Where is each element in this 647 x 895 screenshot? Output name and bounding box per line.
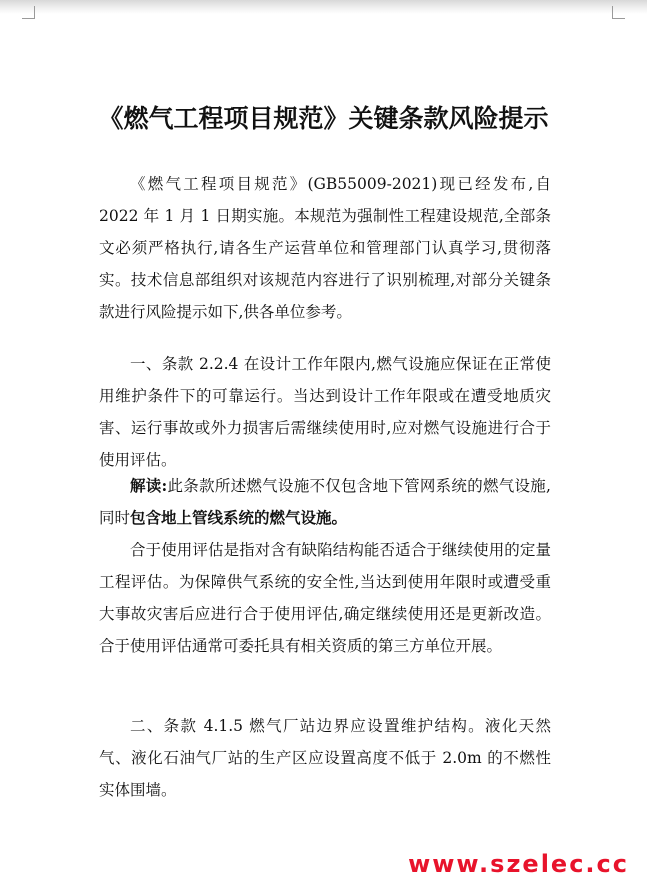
reading-label: 解读: — [130, 476, 168, 495]
reading-1-detail-paragraph: 合于使用评估是指对含有缺陷结构能否适合于继续使用的定量工程评估。为保障供气系统的安全性,当达到使用年限时或遭受重大事故灾害后应进行合于使用评估,确定继续使用还是更新改造。合于使用评估通常可委托具有相关资质的第三方单位开展。 — [99, 541, 551, 655]
page-title: 《燃气工程项目规范》关键条款风险提示 — [98, 104, 549, 133]
clause-2-paragraph: 二、条款 4.1.5 燃气厂站边界应设置维护结构。液化天然气、液化石油气厂站的生产区应设置高度不低于 2.0m 的不燃性实体围墙。 — [99, 717, 551, 799]
crop-mark-left — [22, 6, 35, 19]
clause-1-paragraph: 一、条款 2.2.4 在设计工作年限内,燃气设施应保证在正常使用维护条件下的可靠运行。当达到设计工作年限或在遭受地质灾害、运行事故或外力损害后需继续使用时,应对燃气设施进行合于使用评估。 — [99, 355, 551, 469]
crop-mark-right — [612, 6, 625, 19]
page-top-edge — [0, 0, 647, 14]
reading-bold-text: 包含地上管线系统的燃气设施。 — [130, 508, 348, 527]
reading-1-paragraph — [99, 470, 551, 534]
site-watermark: www.szelec.cc — [408, 850, 629, 878]
reading-text: 此条款所述燃气设施不仅包含地下管网系统的燃气设施,同时 — [99, 477, 551, 527]
intro-paragraph: 《燃气工程项目规范》(GB55009-2021)现已经发布,自 2022 年 1 月 1 日期实施。本规范为强制性工程建设规范,全部条文必须严格执行,请各生产运营单位和管理部门认真学习,贯彻落实。技术信息部组织对该规范内容进行了识别梳理,对部分关键条款进行风险提示如下,供各单位参考。 — [99, 175, 551, 321]
